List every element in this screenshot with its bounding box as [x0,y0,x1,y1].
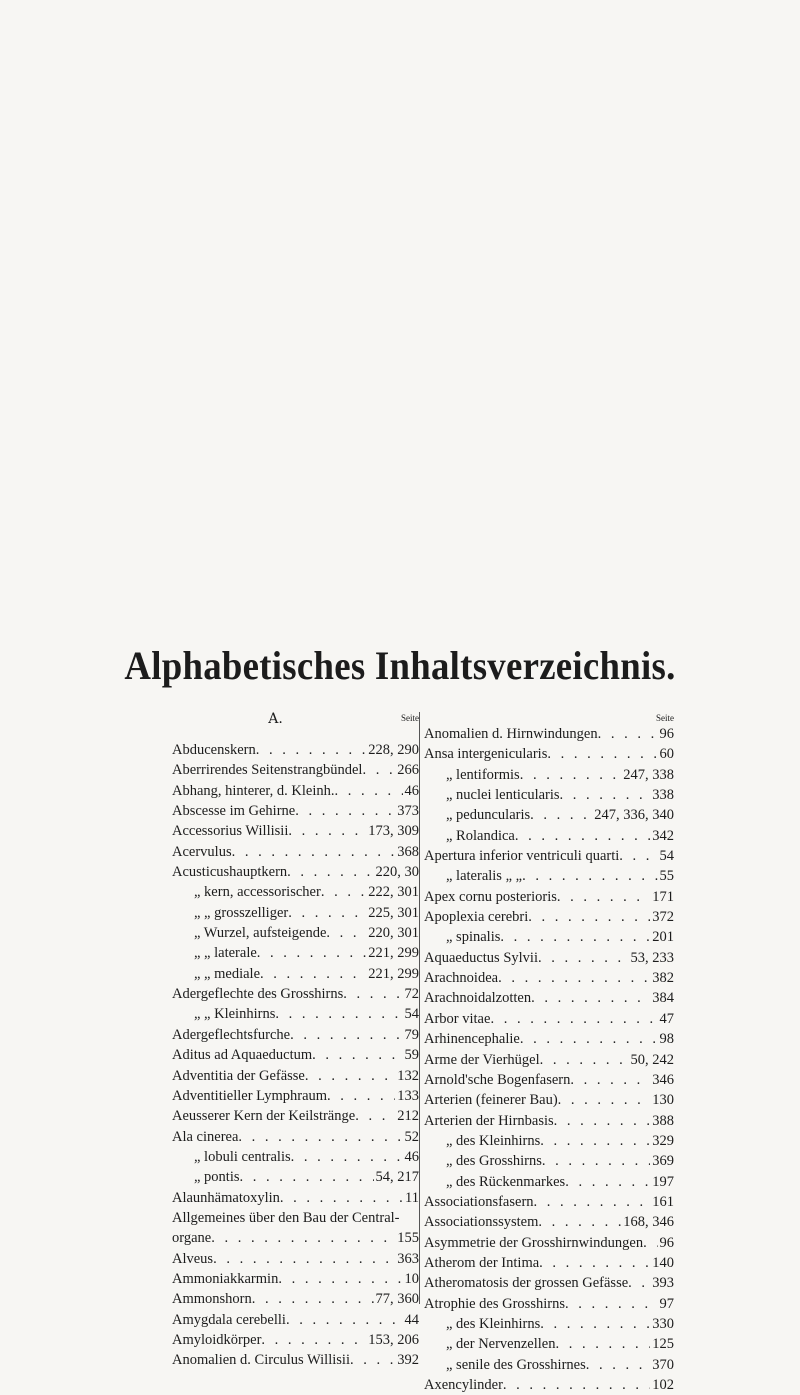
dot-leader [547,744,657,764]
index-page-number: 370 [652,1356,674,1373]
index-page-number: 11 [405,1189,419,1206]
index-entry [424,907,674,927]
dot-leader [256,740,366,760]
index-entry [172,1228,419,1248]
index-page-number: 161 [652,1193,674,1210]
index-entry [172,781,419,801]
index-page-number: 54 [404,1006,419,1023]
index-page-number: 44 [404,1311,419,1328]
index-entry [172,842,419,862]
dot-leader [257,943,366,963]
index-page-number: 132 [397,1067,419,1084]
index-page-number: 54 [659,848,674,865]
index-page-number: 384 [652,990,674,1007]
index-term: Arhinencephalie [424,1031,520,1048]
dot-leader [556,1334,651,1354]
section-letter: A. [268,711,283,727]
dot-leader [570,1070,650,1090]
index-page-number: 54, 217 [375,1169,419,1186]
dot-leader [290,1025,402,1045]
dot-leader [520,765,622,785]
dot-leader [490,1009,657,1029]
index-page-number: 55 [659,868,674,885]
index-page-number: 372 [652,909,674,926]
index-list-right [424,724,674,1395]
dot-leader [362,760,395,780]
index-page-number: 228, 290 [368,742,419,758]
dot-leader [286,1310,403,1330]
page-column-header: Seite [656,713,674,723]
index-page-number: 393 [652,1275,674,1292]
index-term: Arachnoidalzotten [424,990,532,1007]
index-term: „ lentiformis [446,766,520,783]
index-term: Alaunhämatoxylin [172,1189,280,1206]
dot-leader [554,1111,651,1131]
index-entry [172,862,419,882]
index-term: Aditus ad Aquaeductum [172,1047,313,1064]
dot-leader [291,1147,403,1167]
index-page-number: 221, 299 [368,965,419,982]
index-term: „ lateralis „ „ [446,868,523,885]
dot-leader [278,1269,402,1289]
dot-leader [528,907,650,927]
index-entry [424,744,674,764]
index-term: „ „ Kleinhirns [194,1006,276,1023]
index-page-number: 363 [397,1250,419,1267]
index-page-number: 46 [404,782,419,799]
index-page-number: 247, 336, 340 [594,807,674,824]
index-entry [424,1131,674,1151]
index-term: „ Rolandica [446,827,515,844]
index-term: Arterien der Hirnbasis [424,1112,554,1129]
index-page-number: 266 [397,762,419,779]
index-entry [424,866,674,886]
index-entry [424,948,674,968]
index-term: Arachnoidea [424,970,499,987]
index-page-number: 346 [652,1071,674,1088]
index-term: Amyloidkörper [172,1331,262,1348]
index-page-number: 53, 233 [630,949,674,966]
index-entry [424,724,674,744]
index-entry [172,801,419,821]
index-term: „ „ laterale [194,945,257,962]
dot-leader [350,1350,395,1370]
index-entry [424,1212,674,1232]
index-term: Adventitieller Lymphraum [172,1087,328,1104]
index-term: „ der Nervenzellen [446,1336,556,1353]
dot-leader [305,1066,395,1086]
index-term: Aberrirendes Seitenstrangbündel [172,762,363,779]
index-entry [424,988,674,1008]
index-entry [424,826,674,846]
index-page-number: 47 [659,1010,674,1027]
index-term: „ spinalis [446,929,501,946]
index-term: Atrophie des Grosshirns [424,1295,565,1312]
dot-leader [542,1151,650,1171]
index-page-number: 153, 206 [368,1331,419,1348]
index-entry [172,1330,419,1350]
dot-leader [275,1004,402,1024]
dot-leader [260,964,366,984]
index-term: „ lobuli centralis [194,1148,291,1165]
index-term: Arterien (feinerer Bau) [424,1092,558,1109]
index-entry [424,968,674,988]
index-term: Arme der Vierhügel [424,1051,540,1068]
index-term: Ala cinerea [172,1128,239,1145]
index-entry [424,1050,674,1070]
dot-leader [240,1167,374,1187]
index-entry [172,1167,419,1187]
dot-leader [565,1294,658,1314]
index-page-number: 97 [659,1295,674,1312]
dot-leader [355,1106,395,1126]
dot-leader [643,1233,657,1253]
index-page-number: 368 [397,843,419,860]
index-page-number: 373 [397,803,419,820]
index-term: „ „ grosszelliger [194,904,289,921]
index-entry [424,1070,674,1090]
dot-leader [252,1289,374,1309]
index-page-number: 201 [652,929,674,946]
index-page-number: 10 [404,1270,419,1287]
index-term: „ „ mediale [194,965,261,982]
index-term: Abhang, hinterer, d. Kleinh. [172,782,335,799]
index-term: Ammoniakkarmin [172,1270,279,1287]
page-title: Alphabetisches Inhaltsverzeichnis. [124,643,676,688]
index-entry [172,1350,419,1370]
index-entry [424,1273,674,1293]
index-entry [424,1314,674,1334]
index-term: Anomalien d. Circulus Willisii [172,1352,350,1369]
index-term: Axencylinder [424,1377,503,1393]
index-page-number: 96 [659,726,674,742]
index-entry [172,903,419,923]
dot-leader [287,862,373,882]
dot-leader [321,882,366,902]
index-page-number: 98 [659,1031,674,1048]
index-term: Alveus [172,1250,214,1267]
index-term: Associationsfasern [424,1193,534,1210]
index-term: „ des Grosshirns [446,1153,542,1170]
index-entry [424,1334,674,1354]
dot-leader [540,1131,650,1151]
dot-leader [500,927,650,947]
dot-leader [520,1029,658,1049]
index-term: Arbor vitae [424,1010,491,1027]
index-term: Aeusserer Kern der Keilstränge [172,1108,356,1125]
index-page-number: 220, 301 [368,925,419,942]
index-entry [424,846,674,866]
index-entry [172,1066,419,1086]
index-term: Anomalien d. Hirnwindungen [424,726,598,742]
index-entry [424,927,674,947]
dot-leader [326,923,366,943]
index-entry [424,1375,674,1395]
index-entry [172,1025,419,1045]
index-entry [424,1111,674,1131]
dot-leader [540,1050,629,1070]
index-entry [172,923,419,943]
dot-leader [539,1253,650,1273]
index-page-number: 168, 346 [623,1214,674,1231]
index-entry [424,1294,674,1314]
index-entry [424,1151,674,1171]
index-page-number: 342 [652,827,674,844]
dot-leader [238,1127,402,1147]
index-entry [424,1172,674,1192]
index-entry [172,882,419,902]
index-entry [172,1086,419,1106]
index-entry [172,1106,419,1126]
index-page-number: 225, 301 [368,904,419,921]
index-term: organe [172,1230,212,1247]
index-term: „ nuclei lenticularis [446,787,560,804]
index-page-number: 46 [404,1148,419,1165]
index-term: Acervulus [172,843,232,860]
dot-leader [327,1086,395,1106]
index-entry [424,1233,674,1253]
index-page-number: 392 [397,1352,419,1369]
index-entry [172,821,419,841]
index-page-number: 197 [652,1173,674,1190]
index-page-number: 130 [652,1092,674,1109]
index-term: Accessorius Willisii [172,823,289,840]
index-entry [424,1009,674,1029]
index-entry [172,1147,419,1167]
index-entry [172,1289,419,1309]
dot-leader [538,1212,621,1232]
index-page-number: 173, 309 [368,823,419,840]
index-page-number: 388 [652,1112,674,1129]
index-term: Allgemeines über den Bau der Central- [172,1209,400,1226]
index-column-right [424,712,674,1395]
index-entry [172,1045,419,1065]
index-page-number: 220, 30 [375,864,419,881]
index-page-number: 140 [652,1254,674,1271]
index-term: Amygdala cerebelli [172,1311,286,1328]
index-page-number: 329 [652,1132,674,1149]
index-term: Atheromatosis der grossen Gefässe [424,1275,629,1292]
index-entry [172,1249,419,1269]
dot-leader [586,1355,651,1375]
index-page-number: 79 [404,1026,419,1043]
index-page-number: 52 [404,1128,419,1145]
dot-leader [503,1375,650,1395]
dot-leader [335,781,403,801]
index-term: Ansa intergenicularis [424,746,548,763]
index-entry [172,943,419,963]
index-term: „ peduncularis [446,807,531,824]
index-page-number: 59 [404,1047,419,1064]
dot-leader [530,805,592,825]
index-entry [172,1188,419,1208]
index-entry [424,785,674,805]
index-page-number: 96 [659,1234,674,1251]
page-column-header: Seite [401,713,419,723]
dot-leader [498,968,650,988]
index-page-number: 102 [652,1377,674,1393]
index-page-number: 133 [397,1087,419,1104]
dot-leader [515,826,650,846]
index-entry [424,1192,674,1212]
dot-leader [295,801,395,821]
index-term: „ senile des Grosshirnes [446,1356,586,1373]
index-page-number: 382 [652,970,674,987]
index-term: „ des Kleinhirns [446,1315,541,1332]
index-list-left [172,740,419,1371]
index-page-number: 330 [652,1315,674,1332]
dot-leader [213,1249,395,1269]
dot-leader [312,1045,402,1065]
index-term: Apex cornu posterioris [424,888,557,905]
index-term: Aquaeductus Sylvii [424,949,538,966]
index-page-number: 338 [652,787,674,804]
index-entry [172,760,419,780]
index-page-number: 247, 338 [623,766,674,783]
index-term: „ Wurzel, aufsteigende [194,925,327,942]
index-page-number: 212 [397,1108,419,1125]
dot-leader [211,1228,395,1248]
dot-leader [522,866,657,886]
index-term: Atherom der Intima [424,1254,540,1271]
index-page-number: 155 [397,1230,419,1247]
index-term: „ des Rückenmarkes [446,1173,566,1190]
dot-leader [534,1192,651,1212]
dot-leader [343,984,402,1004]
index-page-number: 77, 360 [375,1291,419,1308]
index-column-left [172,712,419,1371]
index-page-number: 369 [652,1153,674,1170]
index-page-number: 222, 301 [368,884,419,901]
dot-leader [288,903,366,923]
index-term: Apertura inferior ventriculi quarti [424,848,620,865]
index-term: Adergeflechtsfurche [172,1026,291,1043]
index-term: „ pontis [194,1169,240,1186]
dot-leader [232,842,396,862]
dot-leader [288,821,366,841]
index-term: Associationssystem [424,1214,539,1231]
index-term: Abscesse im Gehirne [172,803,296,820]
index-term: Adventitia der Gefässe [172,1067,305,1084]
index-term: Ammonshorn [172,1291,252,1308]
index-entry [424,1355,674,1375]
index-entry [172,984,419,1004]
index-term: Abducenskern [172,742,256,758]
dot-leader [280,1188,403,1208]
index-term: Apoplexia cerebri [424,909,529,926]
dot-leader [261,1330,366,1350]
index-term: Arnold'sche Bogenfasern [424,1071,571,1088]
dot-leader [598,724,658,744]
index-entry [172,1127,419,1147]
dot-leader [565,1172,650,1192]
index-entry [172,740,419,760]
index-term: Adergeflechte des Grosshirns [172,986,344,1003]
dot-leader [628,1273,650,1293]
dot-leader [558,1090,651,1110]
index-entry [424,805,674,825]
dot-leader [560,785,651,805]
column-divider [419,712,420,1304]
index-page-number: 221, 299 [368,945,419,962]
index-term: „ des Kleinhirns [446,1132,541,1149]
index-entry [172,1310,419,1330]
index-entry [424,1253,674,1273]
index-entry [172,964,419,984]
dot-leader [538,948,629,968]
index-page-number: 171 [652,888,674,905]
index-entry [424,1029,674,1049]
index-term: „ kern, accessorischer [194,884,321,901]
index-entry [172,1004,419,1024]
index-entry [172,1269,419,1289]
dot-leader [557,887,650,907]
dot-leader [531,988,650,1008]
index-entry [172,1208,419,1228]
index-term: Acusticushauptkern [172,864,288,881]
index-entry [424,1090,674,1110]
index-page-number: 60 [659,746,674,763]
dot-leader [540,1314,650,1334]
index-entry [424,887,674,907]
index-term: Asymmetrie der Grosshirnwindungen [424,1234,644,1251]
index-page-number: 125 [652,1336,674,1353]
index-entry [424,765,674,785]
index-page-number: 72 [404,986,419,1003]
dot-leader [619,846,657,866]
index-page-number: 50, 242 [630,1051,674,1068]
